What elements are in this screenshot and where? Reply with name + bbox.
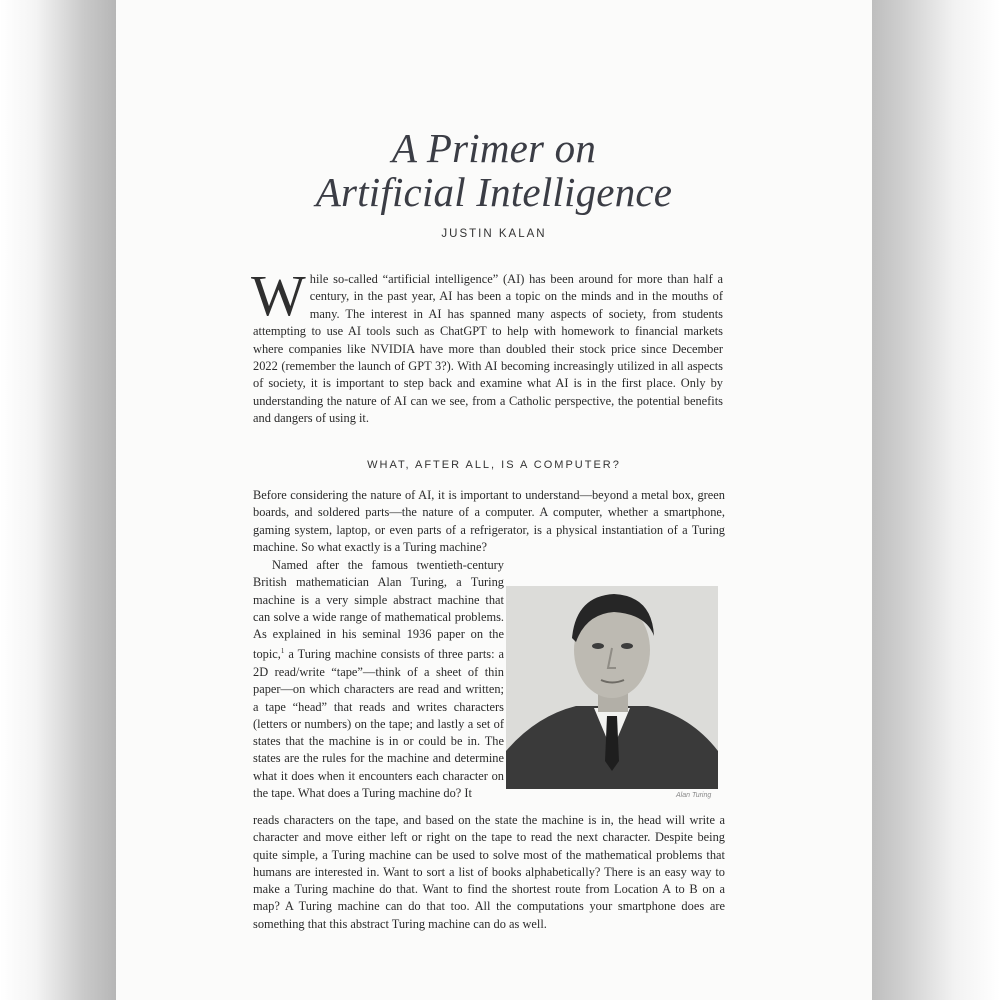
alan-turing-photo — [506, 586, 718, 789]
paragraph-turing-text-b: a Turing machine consists of three parts: a 2D read/write “tape”—think of a sheet of thin paper—on which characters are read and written; a tape “head” that reads and writes characters (letters or numbers) on the tape; and lastly a set of states that the machine is in or could be in. The states are the rules for the machine and determine what it does when it encounters each character on the tape. What does a Turing machine do? It — [253, 647, 504, 800]
left-eye — [592, 643, 604, 649]
intro-paragraph — [251, 263, 723, 428]
book-page — [116, 0, 872, 1000]
article-title-line-2: Artificial Intelligence — [315, 169, 673, 215]
drop-cap: W — [251, 263, 306, 328]
paragraph-turing-continued: reads characters on the tape, and based on the state the machine is in, the head will write a character and move either left or right on the tape to read the next character. Despite being quite simple, a Turing machine can be used to solve most of the mathematical problems that humans are interested in. Want to sort a list of books alphabetically? There is an easy way to make a Turing machine do that. Want to find the shortest route from Location A to B on a map? A Turing machine can do that too. All the computations your smartphone does are something that this abstract Turing machine can do as well. — [253, 813, 725, 931]
section-heading: WHAT, AFTER ALL, IS A COMPUTER? — [367, 459, 621, 471]
right-eye — [621, 643, 633, 649]
portrait-illustration — [506, 586, 718, 789]
scan-shadow-left — [0, 0, 120, 1000]
photo-caption: Alan Turing — [676, 792, 712, 799]
paragraph-turing-text-a: Named after the famous twentieth-century British mathematician Alan Turing, a Turing machine is a very simple abstract machine that can solve a wide range of mathematical problems. As explained in his seminal 1936 paper on the topic, — [253, 558, 504, 662]
author-byline: JUSTIN KALAN — [441, 228, 547, 240]
necktie — [605, 716, 619, 771]
scan-shadow-right — [870, 0, 1000, 1000]
intro-text: hile so-called “artificial intelligence” (AI) has been around for more than half a century, in the past year, AI has been a topic on the minds and in the mouths of many. The interest in AI has spanned many aspects of society, from students attempting to use AI tools such as ChatGPT to help with homework to financial markets where companies like NVIDIA have more than doubled their stock price since December 2022 (remember the launch of GPT 3?). With AI becoming increasingly utilized in all aspects of society, it is important to step back and examine what AI is in the first place. Only by understanding the nature of AI can we see, from a Catholic perspective, the potential benefits and dangers of using it. — [253, 272, 723, 426]
footnote-marker: 1 — [280, 647, 285, 656]
article-title-line-1: A Primer on — [391, 125, 597, 171]
paragraph-turing-machine — [253, 557, 504, 802]
paragraph-computer: Before considering the nature of AI, it is important to understand—beyond a metal box, green boards, and soldered parts—the nature of a computer. A computer, whether a smartphone, gaming system, laptop, or even parts of a refrigerator, is a physical instantiation of a Turing machine. So what exactly is a Turing machine? — [253, 488, 725, 554]
